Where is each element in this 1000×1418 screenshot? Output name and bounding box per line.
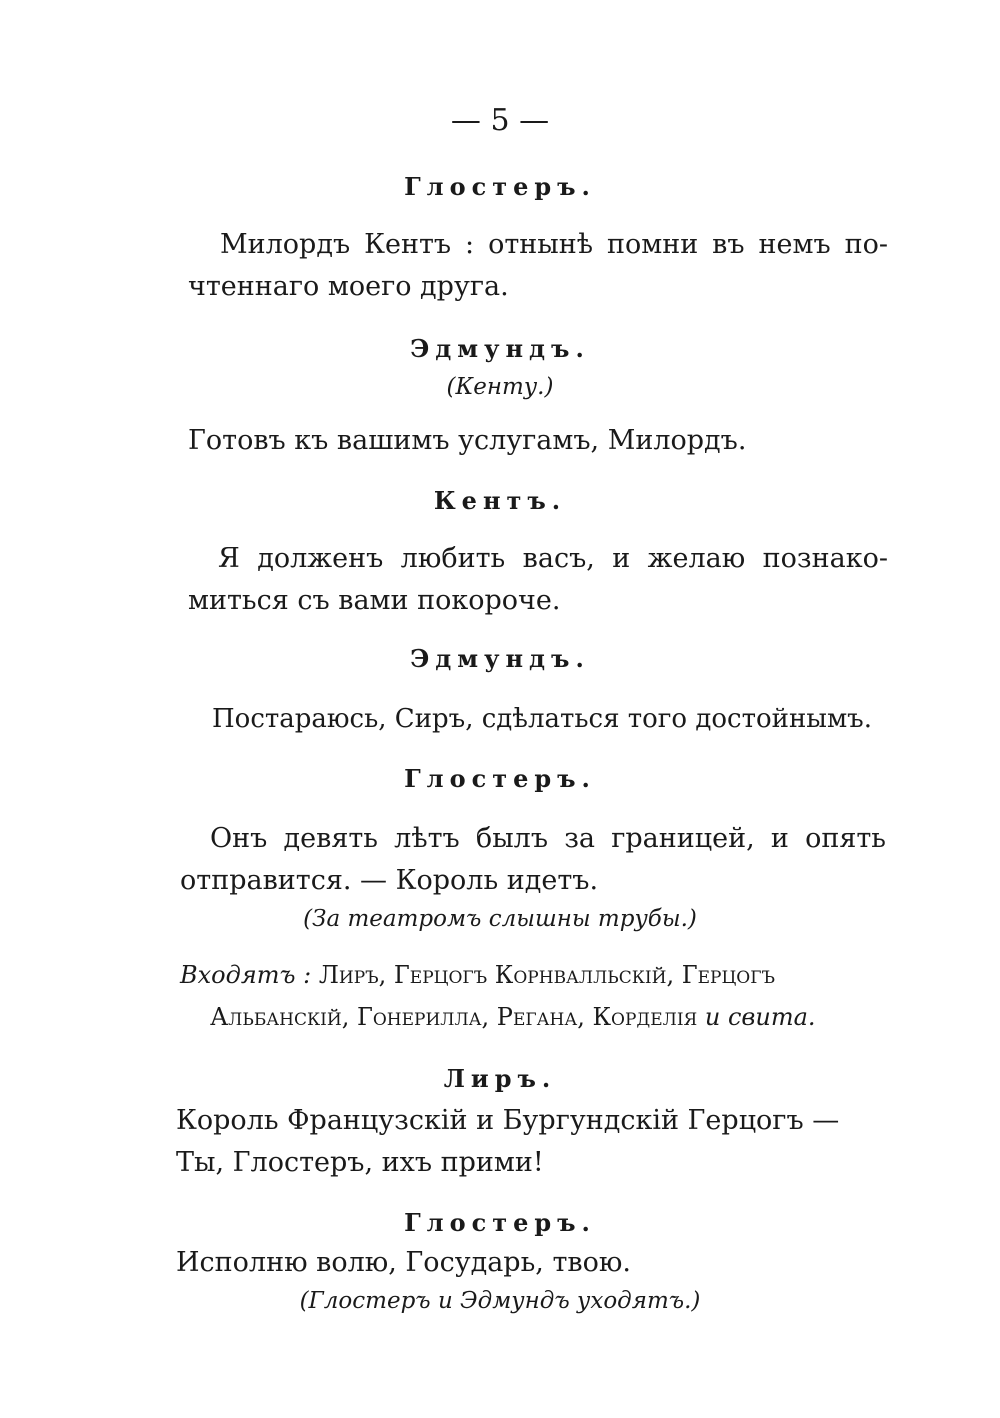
dialogue-line: Ты, Глостеръ, ихъ прими! — [176, 1147, 544, 1178]
dialogue-line: чтеннаго моего друга. — [188, 271, 509, 302]
dialogue-line: миться съ вами покороче. — [188, 585, 561, 616]
speaker-name: Эдмундъ. — [410, 334, 590, 363]
entrance-suite: и свита. — [704, 1003, 816, 1031]
stage-direction: (Глостеръ и Эдмундъ уходятъ.) — [299, 1288, 701, 1314]
dialogue-line: Исполню волю, Государь, твою. — [176, 1247, 631, 1278]
dialogue-line: Онъ девять лѣтъ былъ за границей, и опять — [210, 823, 886, 854]
entrance-verb: Входятъ : — [180, 961, 312, 989]
dialogue-line: отправится. — Король идетъ. — [180, 865, 599, 896]
speaker-name: Глостеръ. — [404, 1208, 596, 1237]
page-number: — 5 — — [450, 103, 550, 138]
dialogue-line: Готовъ къ вашимъ услугамъ, Милордъ. — [188, 425, 747, 456]
dialogue-line: Я долженъ любить васъ, и желаю познако- — [218, 543, 888, 574]
speaker-name: Эдмундъ. — [410, 644, 590, 673]
speaker-name: Кентъ. — [433, 486, 567, 515]
character-list: Лиръ, Герцогъ Корнвалльскій, Герцогъ — [318, 961, 775, 989]
dialogue-line: Милордъ Кентъ : отнынѣ помни въ немъ по- — [220, 229, 888, 260]
entrance-line — [210, 1000, 816, 1034]
speaker-name: Лиръ. — [443, 1064, 557, 1093]
dialogue-line: Король Французскій и Бургундскій Герцогъ — — [176, 1105, 840, 1136]
character-list: Альбанскій, Гонерилла, Регана, Корделія — [210, 1003, 698, 1031]
stage-direction: (Кенту.) — [446, 374, 554, 400]
stage-direction: (За театромъ слышны трубы.) — [303, 906, 697, 932]
speaker-name: Глостеръ. — [404, 764, 596, 793]
speaker-name: Глостеръ. — [404, 172, 596, 201]
dialogue-line: Постараюсь, Сиръ, сдѣлаться того достойнымъ. — [212, 704, 872, 734]
entrance-line — [180, 958, 775, 992]
